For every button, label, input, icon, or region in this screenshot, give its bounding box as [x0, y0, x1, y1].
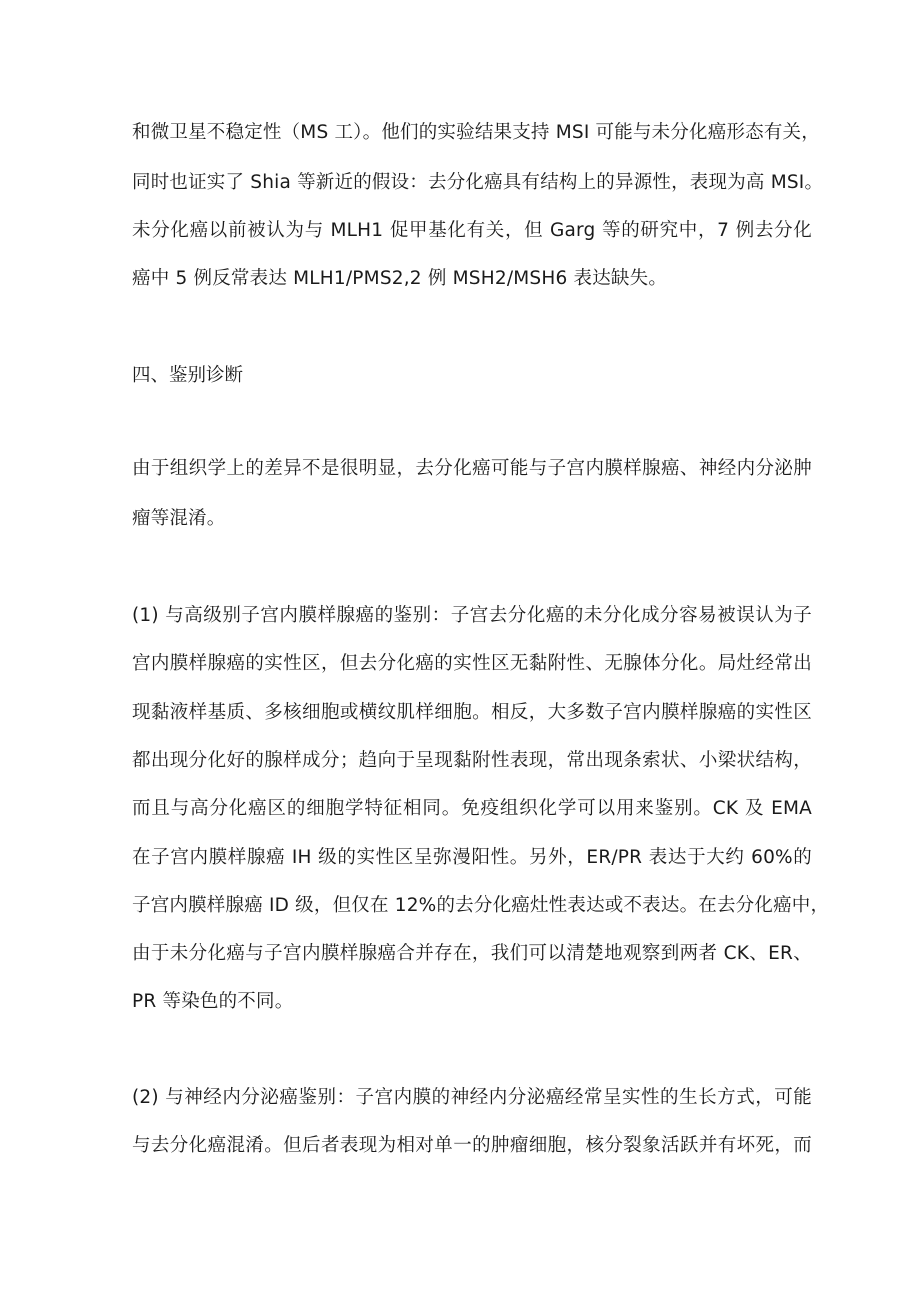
section-heading: 四、鉴别诊断 — [132, 365, 244, 386]
text-line: 未分化癌以前被认为与 MLH1 促甲基化有关，但 Garg 等的研究中，7 例去分化 — [132, 220, 812, 241]
text-line: 在子宫内膜样腺癌 IH 级的实性区呈弥漫阳性。另外，ER/PR 表达于大约 60%的 — [132, 847, 812, 868]
text-line: 与去分化癌混淆。但后者表现为相对单一的肿瘤细胞，核分裂象活跃并有坏死，而 — [132, 1135, 812, 1156]
text-line: 同时也证实了 Shia 等新近的假设：去分化癌具有结构上的异源性，表现为高 MSI。 — [132, 172, 824, 193]
text-line: 而且与高分化癌区的细胞学特征相同。免疫组织化学可以用来鉴别。CK 及 EMA — [132, 798, 812, 819]
text-line: 都出现分化好的腺样成分；趋向于呈现黏附性表现，常出现条索状、小梁状结构， — [132, 750, 812, 771]
text-line: (2) 与神经内分泌癌鉴别：子宫内膜的神经内分泌癌经常呈实性的生长方式，可能 — [132, 1087, 812, 1108]
text-line: 和微卫星不稳定性（MS 工）。他们的实验结果支持 MSI 可能与未分化癌形态有关， — [132, 122, 820, 143]
text-line: 现黏液样基质、多核细胞或横纹肌样细胞。相反，大多数子宫内膜样腺癌的实性区 — [132, 702, 812, 723]
text-line: 瘤等混淆。 — [132, 508, 226, 529]
text-line: 由于未分化癌与子宫内膜样腺癌合并存在，我们可以清楚地观察到两者 CK、ER、 — [132, 943, 812, 964]
text-line: 由于组织学上的差异不是很明显，去分化癌可能与子宫内膜样腺癌、神经内分泌肿 — [132, 458, 812, 479]
text-line: 癌中 5 例反常表达 MLH1/PMS2,2 例 MSH2/MSH6 表达缺失。 — [132, 268, 668, 289]
text-line: 宫内膜样腺癌的实性区，但去分化癌的实性区无黏附性、无腺体分化。局灶经常出 — [132, 653, 812, 674]
text-line: PR 等染色的不同。 — [132, 991, 294, 1012]
text-line: (1) 与高级别子宫内膜样腺癌的鉴别：子宫去分化癌的未分化成分容易被误认为子 — [132, 605, 812, 626]
text-line: 子宫内膜样腺癌 ID 级，但仅在 12%的去分化癌灶性表达或不表达。在去分化癌中， — [132, 895, 830, 916]
